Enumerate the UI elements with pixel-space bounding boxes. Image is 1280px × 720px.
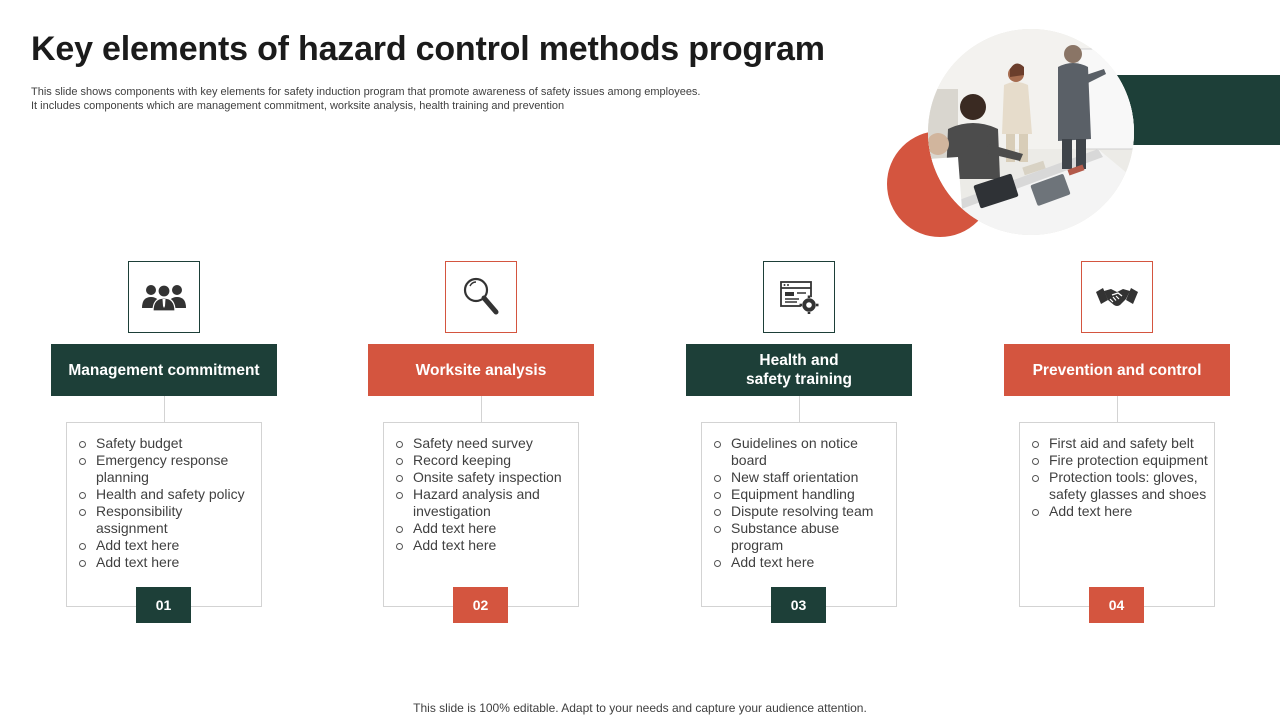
subtitle-line-2: It includes components which are management commitment, worksite analysis, health training and prevention	[31, 100, 565, 112]
heading-management-commitment: Management commitment	[51, 344, 277, 396]
component-column-1	[51, 261, 277, 631]
items-list-2	[396, 435, 574, 554]
items-card-1	[66, 422, 262, 607]
list-item: Dispute resolving team	[714, 503, 892, 520]
items-list-3	[714, 435, 892, 571]
component-column-3	[686, 261, 912, 631]
list-item: Fire protection equipment	[1032, 452, 1210, 469]
list-item: Substance abuse program	[714, 520, 892, 554]
step-number-4: 04	[1089, 587, 1144, 623]
heading-line-2: safety training	[746, 371, 852, 388]
footer-note: This slide is 100% editable. Adapt to your needs and capture your audience attention.	[413, 701, 867, 715]
step-number-3: 03	[771, 587, 826, 623]
list-item: Onsite safety inspection	[396, 469, 574, 486]
meeting-photo	[928, 29, 1134, 235]
list-item: Add text here	[714, 554, 892, 571]
team-icon	[138, 282, 190, 312]
list-item: Protection tools: gloves, safety glasses and shoes	[1032, 469, 1210, 503]
connector-line	[1117, 396, 1118, 422]
list-item: Add text here	[1032, 503, 1210, 520]
list-item: Equipment handling	[714, 486, 892, 503]
list-item: Health and safety policy	[79, 486, 257, 503]
step-number-1: 01	[136, 587, 191, 623]
heading-prevention-control: Prevention and control	[1004, 344, 1230, 396]
list-item: Record keeping	[396, 452, 574, 469]
list-item: Responsibility assignment	[79, 503, 257, 537]
icon-frame-2	[445, 261, 517, 333]
connector-line	[799, 396, 800, 422]
items-card-3	[701, 422, 897, 607]
items-list-1	[79, 435, 257, 571]
heading-health-safety-training	[686, 344, 912, 396]
handshake-icon	[1095, 283, 1139, 311]
meeting-photo-illustration	[928, 29, 1134, 235]
list-item: Add text here	[396, 520, 574, 537]
items-card-2	[383, 422, 579, 607]
icon-frame-4	[1081, 261, 1153, 333]
heading-worksite-analysis: Worksite analysis	[368, 344, 594, 396]
browser-gear-icon	[779, 280, 819, 314]
heading-line-1: Health and	[759, 352, 839, 369]
items-card-4	[1019, 422, 1215, 607]
page-subtitle	[31, 85, 791, 113]
list-item: First aid and safety belt	[1032, 435, 1210, 452]
list-item: Add text here	[79, 554, 257, 571]
list-item: Emergency response planning	[79, 452, 257, 486]
step-number-2: 02	[453, 587, 508, 623]
icon-frame-1	[128, 261, 200, 333]
list-item: Safety need survey	[396, 435, 574, 452]
component-column-2	[368, 261, 594, 631]
magnifier-icon	[461, 275, 501, 319]
list-item: Safety budget	[79, 435, 257, 452]
icon-frame-3	[763, 261, 835, 333]
page-title: Key elements of hazard control methods program	[31, 30, 825, 68]
subtitle-line-1: This slide shows components with key elements for safety induction program that promote awareness of safety issues among employees.	[31, 86, 701, 98]
list-item: Hazard analysis and investigation	[396, 486, 574, 520]
items-list-4	[1032, 435, 1210, 520]
list-item: Add text here	[396, 537, 574, 554]
connector-line	[164, 396, 165, 422]
hero-accent-bar	[1110, 75, 1280, 145]
list-item: Guidelines on notice board	[714, 435, 892, 469]
connector-line	[481, 396, 482, 422]
list-item: New staff orientation	[714, 469, 892, 486]
list-item: Add text here	[79, 537, 257, 554]
component-column-4	[1004, 261, 1230, 631]
